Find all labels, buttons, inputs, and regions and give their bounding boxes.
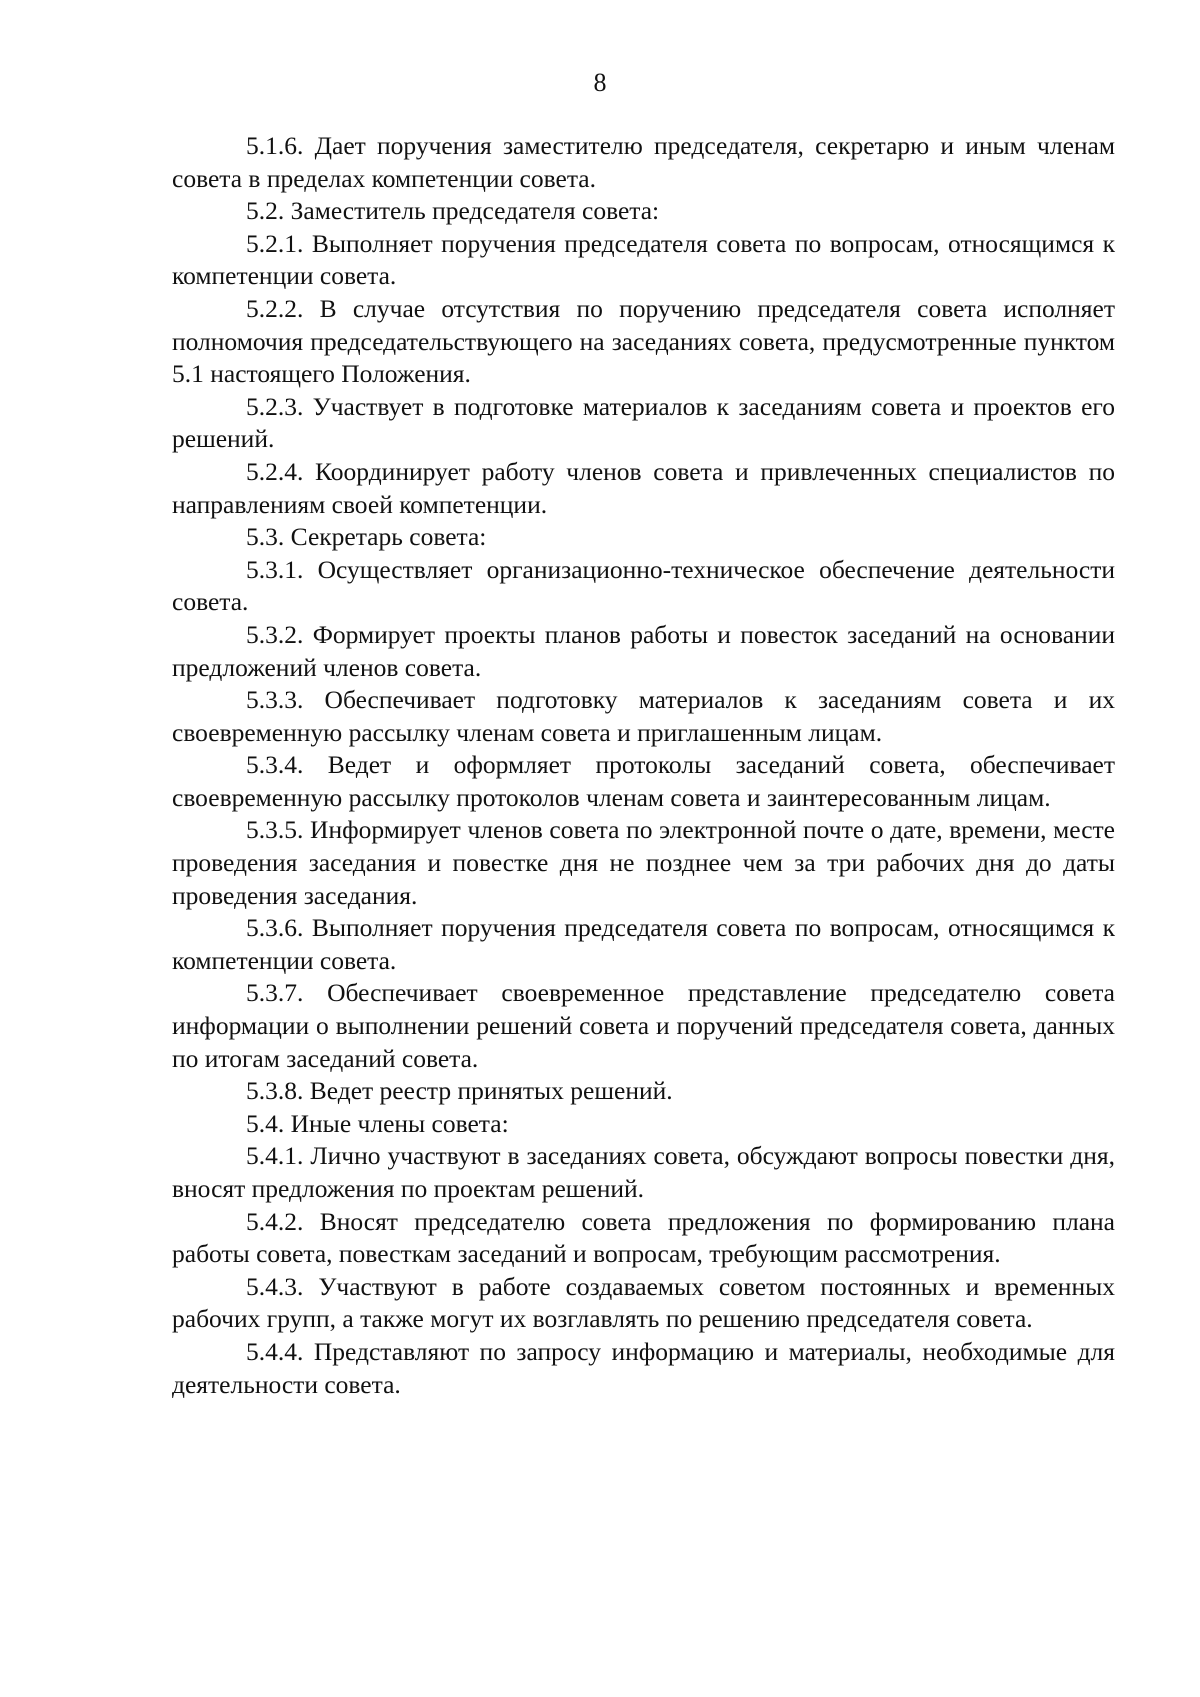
paragraph-5-2-3: 5.2.3. Участвует в подготовке материалов к заседаниям совета и проектов его решений. (172, 391, 1115, 454)
paragraph-5-3-6: 5.3.6. Выполняет поручения председателя совета по вопросам, относящимся к компетенции совета. (172, 913, 1115, 975)
paragraph-5-3-5: 5.3.5. Информирует членов совета по электронной почте о дате, времени, месте проведения заседания и повестке дня не позднее чем за три рабочих дня до даты проведения заседания. (172, 815, 1115, 910)
paragraph-5-3-8: 5.3.8. Ведет реестр принятых решений. (246, 1076, 673, 1106)
paragraph-5-2-4: 5.2.4. Координирует работу членов совета и привлеченных специалистов по направлениям своей компетенции. (172, 456, 1115, 519)
paragraph-5-4-3: 5.4.3. Участвуют в работе создаваемых советом постоянных и временных рабочих групп, а также могут их возглавлять по решению председателя совета. (172, 1271, 1115, 1334)
paragraph-5-3-1: 5.3.1. Осуществляет организационно-техническое обеспечение деятельности совета. (172, 554, 1115, 617)
paragraph-5-4-2: 5.4.2. Вносят председателю совета предложения по формированию плана работы совета, повесткам заседаний и вопросам, требующим рассмотрения. (172, 1206, 1115, 1269)
paragraph-5-2-2: 5.2.2. В случае отсутствия по поручению председателя совета исполняет полномочия председательствующего на заседаниях совета, предусмотренные пунктом 5.1 настоящего Положения. (172, 293, 1115, 389)
paragraph-5-4-1: 5.4.1. Лично участвуют в заседаниях совета, обсуждают вопросы повестки дня, вносят предложения по проектам решений. (172, 1141, 1115, 1203)
paragraph-5-1-6: 5.1.6. Дает поручения заместителю председателя, секретарю и иным членам совета в пределах компетенции совета. (172, 131, 1115, 193)
paragraph-5-3-3: 5.3.3. Обеспечивает подготовку материалов к заседаниям совета и их своевременную рассылку членам совета и приглашенным лицам. (172, 685, 1115, 747)
page-number: 8 (593, 68, 607, 97)
paragraph-5-3-7: 5.3.7. Обеспечивает своевременное представление председателю совета информации о выполнении решений совета и поручений председателя совета, данных по итогам заседаний совета. (172, 978, 1115, 1073)
paragraph-5-3-2: 5.3.2. Формирует проекты планов работы и повесток заседаний на основании предложений членов совета. (172, 619, 1115, 682)
paragraph-5-2: 5.2. Заместитель председателя совета: (246, 196, 660, 226)
paragraph-5-4-4: 5.4.4. Представляют по запросу информацию и материалы, необходимые для деятельности совета. (172, 1336, 1115, 1399)
paragraph-5-3-4: 5.3.4. Ведет и оформляет протоколы заседаний совета, обеспечивает своевременную рассылку протоколов членам совета и заинтересованным лицам. (172, 750, 1115, 812)
paragraph-5-4: 5.4. Иные члены совета: (246, 1108, 509, 1138)
paragraph-5-2-1: 5.2.1. Выполняет поручения председателя совета по вопросам, относящимся к компетенции совета. (172, 228, 1115, 291)
document-body (172, 130, 1115, 1401)
paragraph-5-3: 5.3. Секретарь совета: (246, 522, 487, 552)
